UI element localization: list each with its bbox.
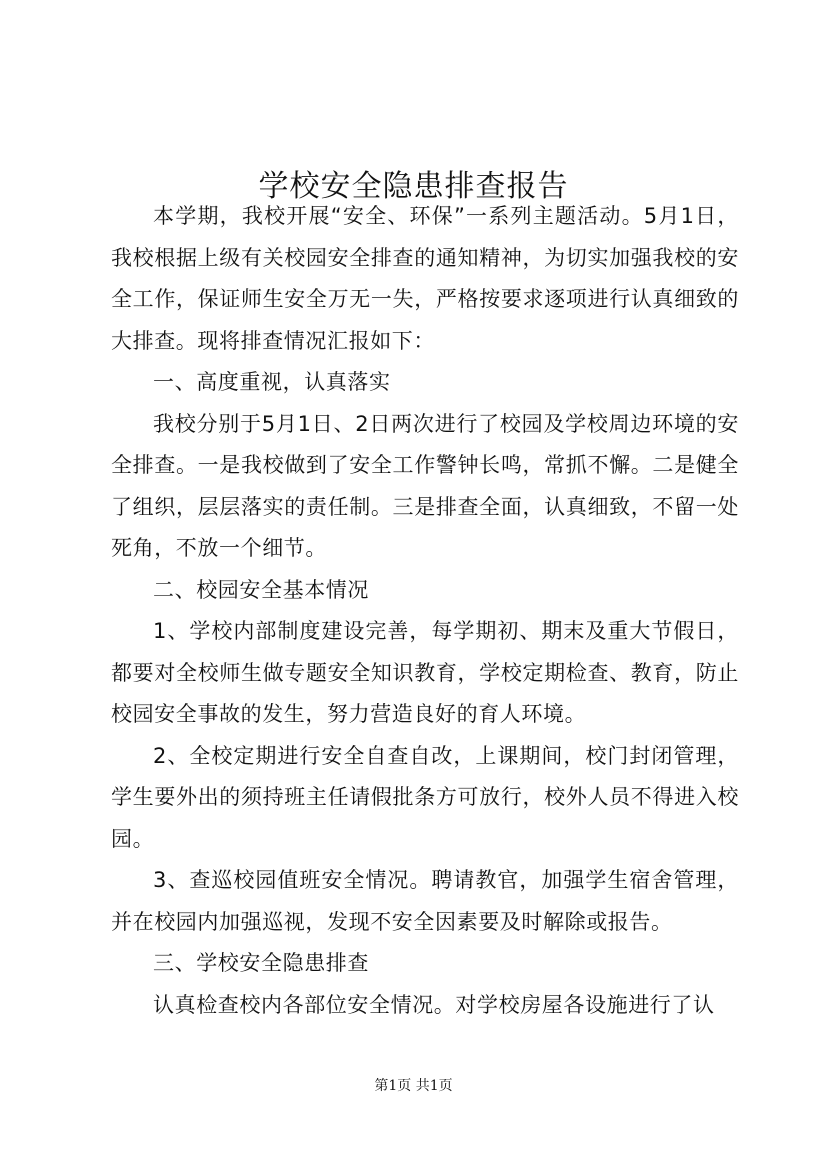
section-heading-1: 一、高度重视，认真落实	[153, 370, 391, 394]
paragraph-item-3: 3、查巡校园值班安全情况。聘请教官，加强学生宿舍管理，并在校园内加强巡视，发现不安全因素要及时解除或报告。	[111, 868, 739, 934]
paragraph-inspection-dates: 我校分别于5月1日、2日两次进行了校园及学校周边环境的安全排查。一是我校做到了安全工作警钟长鸣，常抓不懈。二是健全了组织，层层落实的责任制。三是排查全面，认真细致，不留一处死角，不放一个细节。	[111, 411, 739, 560]
document-body	[111, 196, 739, 1026]
section-heading-3: 三、学校安全隐患排查	[153, 951, 369, 975]
page-footer: 第1页 共1页	[374, 1078, 453, 1094]
document-title: 学校安全隐患排查报告	[258, 169, 569, 205]
section-heading-2: 二、校园安全基本情况	[153, 577, 369, 602]
paragraph-item-1: 1、学校内部制度建设完善，每学期初、期末及重大节假日，都要对全校师生做专题安全知识教育，学校定期检查、教育，防止校园安全事故的发生，努力营造良好的育人环境。	[111, 619, 739, 726]
paragraph-intro: 本学期，我校开展“安全、环保”一系列主题活动。5月1日，我校根据上级有关校园安全排查的通知精神，为切实加强我校的安全工作，保证师生安全万无一失，严格按要求逐项进行认真细致的大排查。现将排查情况汇报如下：	[111, 204, 739, 353]
paragraph-check: 认真检查校内各部位安全情况。对学校房屋各设施进行了认	[153, 992, 715, 1017]
paragraph-item-2: 2、全校定期进行安全自查自改，上课期间，校门封闭管理，学生要外出的须持班主任请假批条方可放行，校外人员不得进入校园。	[111, 743, 739, 851]
